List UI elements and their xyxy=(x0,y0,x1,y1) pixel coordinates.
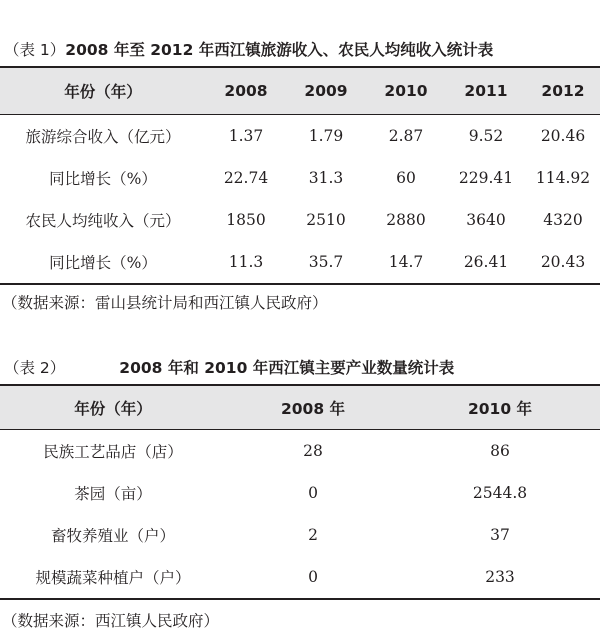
table1-header-cell: 2010 xyxy=(366,67,446,115)
table-row xyxy=(0,430,600,473)
table-row xyxy=(0,199,600,241)
table-cell: 31.3 xyxy=(308,169,344,187)
row-label: 农民人均纯收入（元） xyxy=(25,212,181,230)
table-cell: 22.74 xyxy=(223,169,269,187)
table2 xyxy=(0,384,600,600)
table1-number: （表 1） xyxy=(4,41,66,59)
table-row xyxy=(0,514,600,556)
table-cell: 1.37 xyxy=(228,127,264,145)
table1-title: 2008 年至 2012 年西江镇旅游收入、农民人均纯收入统计表 xyxy=(65,41,494,59)
table2-number: （表 2） xyxy=(4,359,66,377)
table1-header-row xyxy=(0,67,600,115)
row-label: 茶园（亩） xyxy=(74,485,152,503)
table-cell: 35.7 xyxy=(308,253,344,271)
table2-source-note: （数据来源：西江镇人民政府） xyxy=(2,612,220,630)
table1 xyxy=(0,66,600,285)
table-cell: 26.41 xyxy=(463,253,509,271)
row-label: 同比增长（%） xyxy=(49,254,157,272)
table-cell: 2544.8 xyxy=(472,484,528,502)
row-label: 规模蔬菜种植户（户） xyxy=(35,569,191,587)
table-cell: 1850 xyxy=(226,211,266,229)
table-cell: 20.43 xyxy=(540,253,586,271)
table1-header-cell: 2012 xyxy=(526,67,600,115)
table-cell: 60 xyxy=(396,169,416,187)
table-cell: 2.87 xyxy=(388,127,424,145)
table1-source-note: （数据来源：雷山县统计局和西江镇人民政府） xyxy=(2,294,328,312)
table2-header-row xyxy=(0,385,600,430)
table1-header-cell: 2009 xyxy=(286,67,366,115)
table-cell: 20.46 xyxy=(540,127,586,145)
table2-header-cell: 年份（年） xyxy=(0,385,226,430)
table-cell: 0 xyxy=(308,484,318,502)
table1-header-cell: 2008 xyxy=(206,67,286,115)
table-cell: 3640 xyxy=(466,211,506,229)
table1-header-cell: 年份（年） xyxy=(0,67,206,115)
table2-header-cell: 2010 年 xyxy=(400,385,600,430)
table-row xyxy=(0,157,600,199)
table-cell: 0 xyxy=(308,568,318,586)
table-cell: 9.52 xyxy=(468,127,504,145)
table-cell: 28 xyxy=(303,442,323,460)
table-cell: 4320 xyxy=(543,211,583,229)
table2-caption xyxy=(4,356,454,378)
table-cell: 2 xyxy=(308,526,318,544)
row-label: 畜牧养殖业（户） xyxy=(50,527,175,545)
table-cell: 233 xyxy=(485,568,515,586)
table2-title: 2008 年和 2010 年西江镇主要产业数量统计表 xyxy=(119,359,455,377)
table-row xyxy=(0,115,600,158)
table-cell: 114.92 xyxy=(535,169,591,187)
table-cell: 1.79 xyxy=(308,127,344,145)
row-label: 旅游综合收入（亿元） xyxy=(25,128,181,146)
table-row xyxy=(0,556,600,599)
row-label: 民族工艺品店（店） xyxy=(43,443,183,461)
table-cell: 2880 xyxy=(386,211,426,229)
table-cell: 86 xyxy=(490,442,510,460)
table-cell: 14.7 xyxy=(388,253,424,271)
table-row xyxy=(0,241,600,284)
table1-header-cell: 2011 xyxy=(446,67,526,115)
table1-caption xyxy=(4,38,493,60)
table2-header-cell: 2008 年 xyxy=(226,385,400,430)
table-cell: 2510 xyxy=(306,211,346,229)
table-cell: 229.41 xyxy=(458,169,514,187)
table-cell: 37 xyxy=(490,526,510,544)
table-row xyxy=(0,472,600,514)
row-label: 同比增长（%） xyxy=(49,170,157,188)
table-cell: 11.3 xyxy=(228,253,264,271)
